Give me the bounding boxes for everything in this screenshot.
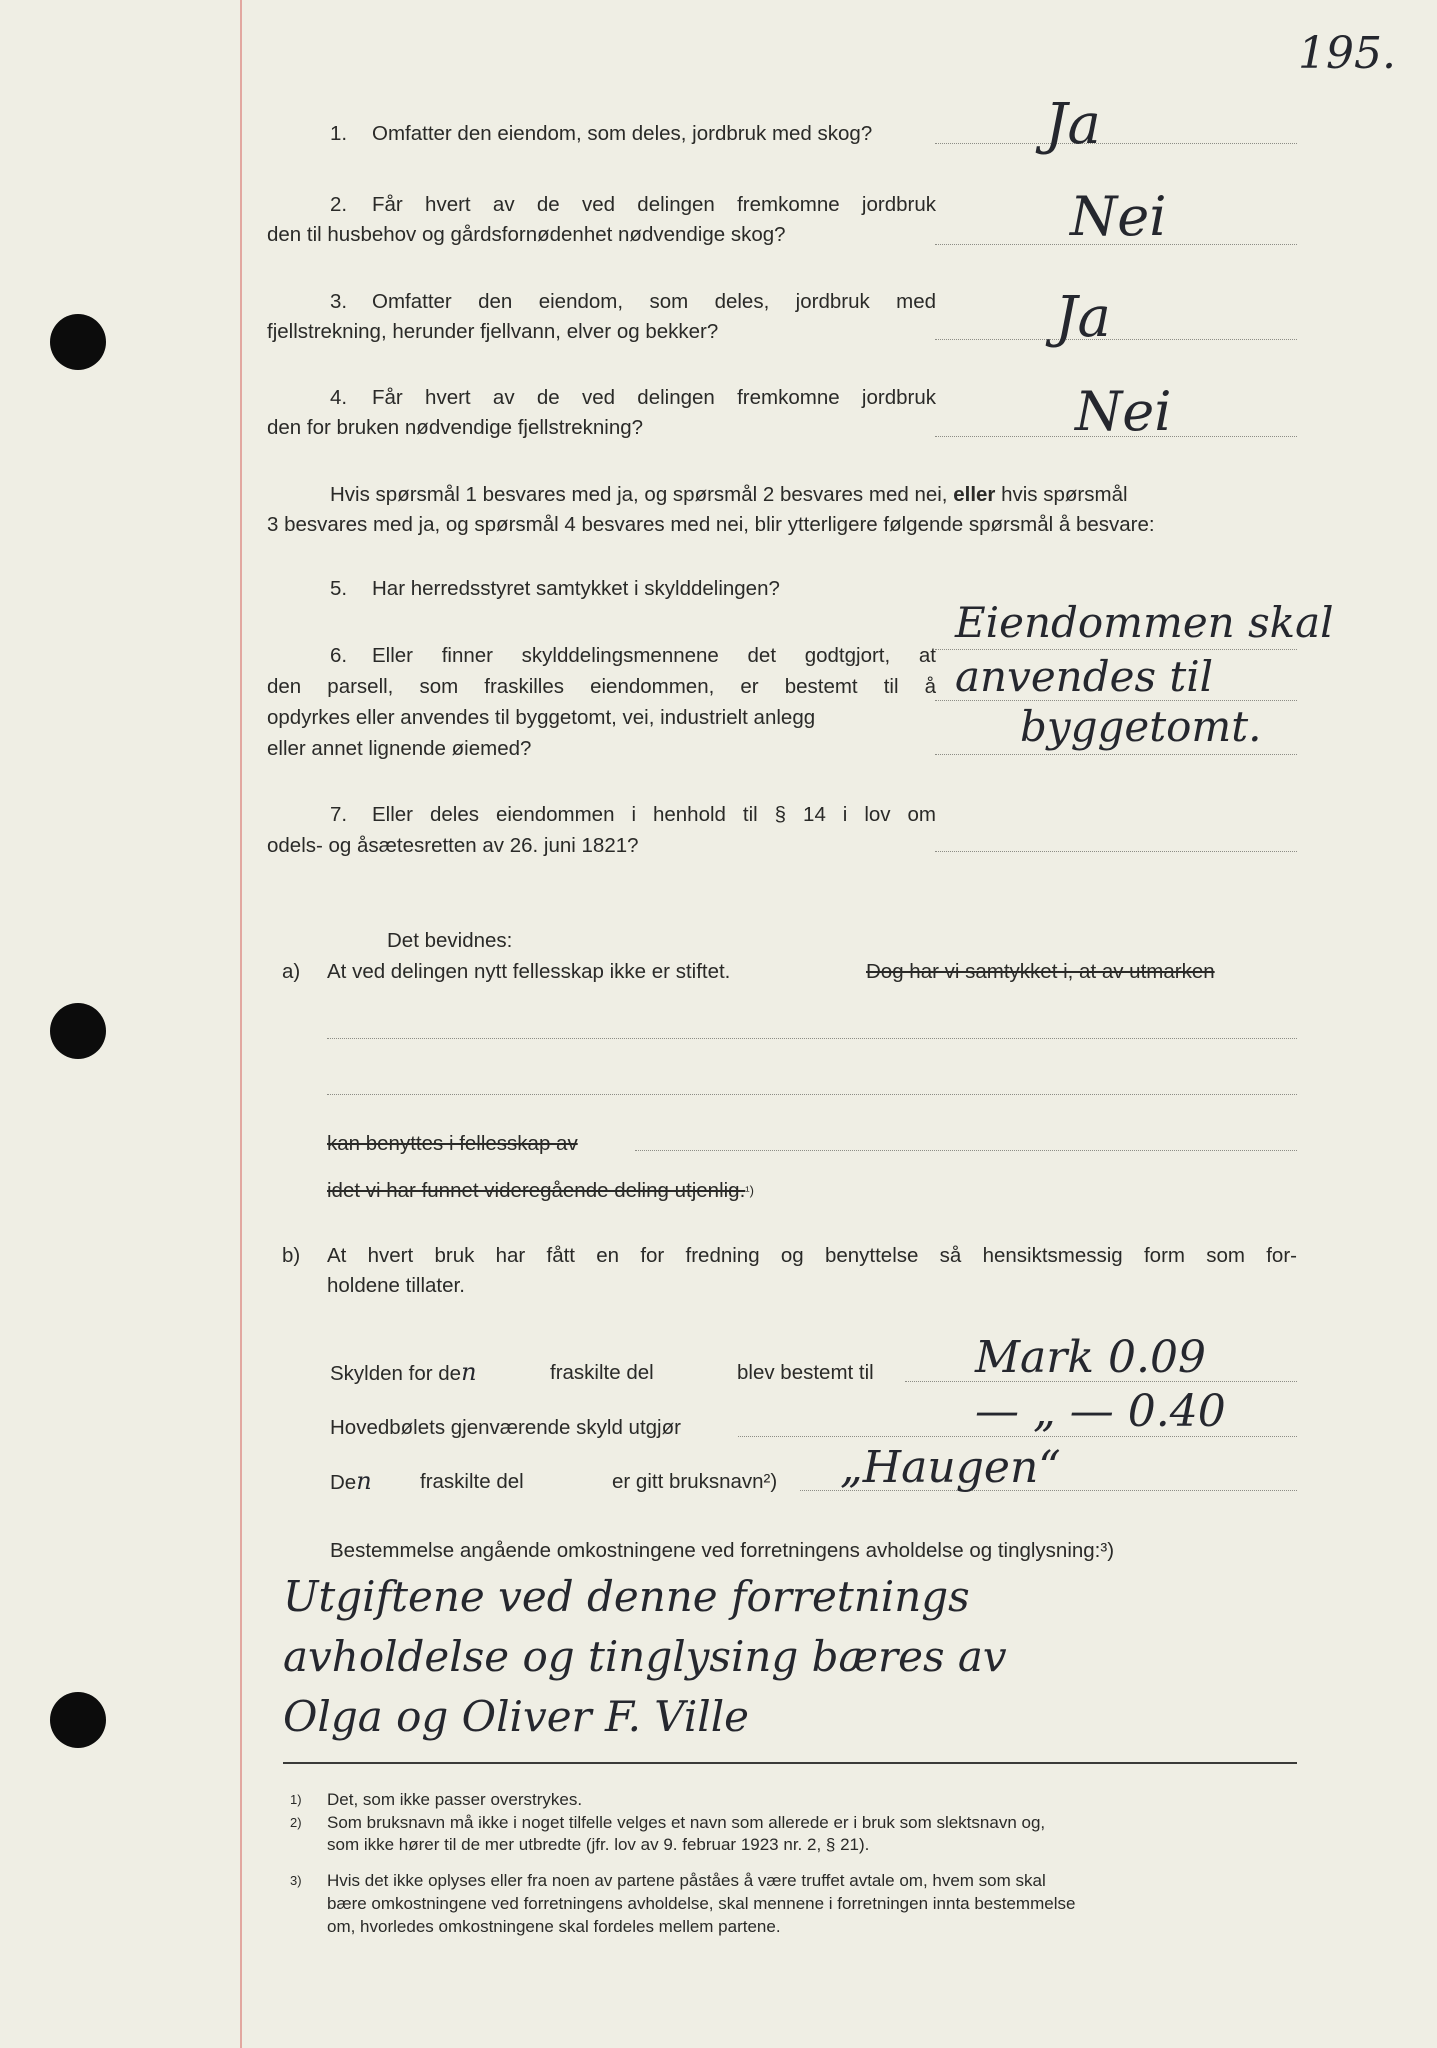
- question-6-line-1: Eller finner skylddelingsmennene det godtgjort, at: [372, 644, 936, 667]
- costs-handwritten-line-2: avholdelse og tinglysing bæres av: [283, 1632, 1007, 1681]
- question-3-number: 3.: [330, 290, 348, 313]
- blank-line-a3: [635, 1150, 1297, 1151]
- answer-line-7: [935, 851, 1297, 852]
- instruction-line-2: 3 besvares med ja, og spørsmål 4 besvares med nei, blir ytterligere følgende spørsmål å besvare:: [267, 513, 1155, 536]
- question-7-number: 7.: [330, 803, 348, 826]
- question-6-number: 6.: [330, 644, 348, 667]
- question-2-number: 2.: [330, 193, 348, 216]
- footnote-2-line-1: Som bruksnavn må ikke i noget tilfelle velges et navn som allerede er i bruk som slektsnavn og,: [327, 1813, 1046, 1832]
- blank-line-a1: [327, 1038, 1297, 1039]
- answer-line-6c: [935, 754, 1297, 755]
- item-b-line-1: At hvert bruk har fått en for fredning og benyttelse så hensiktsmessig form som for-: [327, 1244, 1297, 1267]
- question-4-line-2: den for bruken nødvendige fjellstrekning?: [267, 416, 644, 439]
- skyld-row-3-label-a: Den: [330, 1467, 372, 1495]
- answer-line-3: [935, 339, 1297, 340]
- costs-handwritten-line-3: Olga og Oliver F. Ville: [283, 1692, 750, 1741]
- punch-hole-bottom: [50, 1692, 106, 1748]
- question-6-line-4: eller annet lignende øiemed?: [267, 737, 532, 760]
- answer-6-handwritten-line-2: anvendes til: [955, 652, 1214, 701]
- instruction-line-1: Hvis spørsmål 1 besvares med ja, og spørsmål 2 besvares med nei, eller hvis spørsmål: [330, 483, 1128, 506]
- footnote-1-text: Det, som ikke passer overstrykes.: [327, 1790, 583, 1809]
- punch-hole-top: [50, 314, 106, 370]
- skyld-row-1-label-a: Skylden for den: [330, 1358, 477, 1386]
- question-3-line-1: Omfatter den eiendom, som deles, jordbruk med: [372, 290, 936, 313]
- punch-hole-middle: [50, 1003, 106, 1059]
- question-4-line-1: Får hvert av de ved delingen fremkomne jordbruk: [372, 386, 936, 409]
- question-5-number: 5.: [330, 577, 348, 600]
- section-divider: [283, 1762, 1297, 1764]
- question-7-line-1: Eller deles eiendommen i henhold til § 14 i lov om: [372, 803, 936, 826]
- answer-4-handwritten: Nei: [1075, 380, 1172, 443]
- costs-handwritten-line-1: Utgiftene ved denne forretnings: [283, 1572, 970, 1621]
- struck-line-1: kan benyttes i fellesskap av: [327, 1132, 578, 1155]
- skyld-row-3-answer-handwritten: „Haugen“: [840, 1442, 1061, 1493]
- question-2-line-2: den til husbehov og gårdsfornødenhet nødvendige skog?: [267, 223, 786, 246]
- answer-6-handwritten-line-3: byggetomt.: [1020, 702, 1262, 751]
- footnote-2-mark: 2): [290, 1815, 302, 1830]
- item-b-line-2: holdene tillater.: [327, 1274, 465, 1297]
- item-b-label: b): [282, 1244, 301, 1267]
- footnote-3-line-3: om, hvorledes omkostningene skal fordeles mellem partene.: [327, 1917, 781, 1936]
- question-1-text: Omfatter den eiendom, som deles, jordbruk med skog?: [372, 122, 873, 145]
- footnote-2-line-2: som ikke hører til de mer utbredte (jfr. lov av 9. februar 1923 nr. 2, § 21).: [327, 1835, 870, 1854]
- question-7-line-2: odels- og åsætesretten av 26. juni 1821?: [267, 834, 639, 857]
- question-4-number: 4.: [330, 386, 348, 409]
- footnote-3-line-1: Hvis det ikke oplyses eller fra noen av partene påståes å være truffet avtale om, hvem som skal: [327, 1871, 1046, 1890]
- skyld-row-3-label-c: er gitt bruksnavn²): [612, 1470, 778, 1493]
- skyld-row-2-label: Hovedbølets gjenværende skyld utgjør: [330, 1416, 681, 1439]
- footnote-3-mark: 3): [290, 1873, 302, 1888]
- answer-2-handwritten: Nei: [1070, 185, 1167, 248]
- question-2-line-1: Får hvert av de ved delingen fremkomne jordbruk: [372, 193, 936, 216]
- blank-line-a2: [327, 1094, 1297, 1095]
- question-6-line-2: den parsell, som fraskilles eiendommen, er bestemt til å: [267, 675, 936, 698]
- skyld-row-1-answer-handwritten: Mark 0.09: [975, 1332, 1206, 1383]
- page-number: 195.: [1298, 28, 1396, 79]
- question-1-number: 1.: [330, 122, 348, 145]
- answer-6-handwritten-line-1: Eiendommen skal: [955, 598, 1334, 647]
- skyld-row-3-label-b: fraskilte del: [420, 1470, 524, 1493]
- answer-1-handwritten: Ja: [1045, 92, 1101, 157]
- question-6-line-3: opdyrkes eller anvendes til byggetomt, vei, industrielt anlegg: [267, 706, 816, 729]
- certification-heading: Det bevidnes:: [387, 929, 513, 952]
- item-a-text: At ved delingen nytt fellesskap ikke er stiftet.: [327, 960, 731, 983]
- item-a-label: a): [282, 960, 301, 983]
- answer-line-1: [935, 143, 1297, 144]
- footnote-1-mark: 1): [290, 1792, 302, 1807]
- skyld-row-2-answer-handwritten: — „ — 0.40: [975, 1386, 1226, 1437]
- answer-3-handwritten: Ja: [1055, 285, 1111, 350]
- question-3-line-2: fjellstrekning, herunder fjellvann, elver og bekker?: [267, 320, 719, 343]
- item-a-struck-text: Dog har vi samtykket i, at av utmarken: [866, 960, 1215, 983]
- question-5-text: Har herredsstyret samtykket i skylddelingen?: [372, 577, 780, 600]
- footnote-3-line-2: bære omkostningene ved forretningens avholdelse, skal mennene i forretningen innta bestemmelse: [327, 1894, 1076, 1913]
- costs-label: Bestemmelse angående omkostningene ved forretningens avholdelse og tinglysning:³): [330, 1539, 1115, 1562]
- skyld-row-1-label-c: blev bestemt til: [737, 1361, 874, 1384]
- skyld-row-1-label-b: fraskilte del: [550, 1361, 654, 1384]
- red-margin-line: [240, 0, 242, 2048]
- struck-line-2: idet vi har funnet videregående deling utjenlig.$^{^1)}$: [327, 1179, 754, 1202]
- answer-line-6a: [935, 649, 1297, 650]
